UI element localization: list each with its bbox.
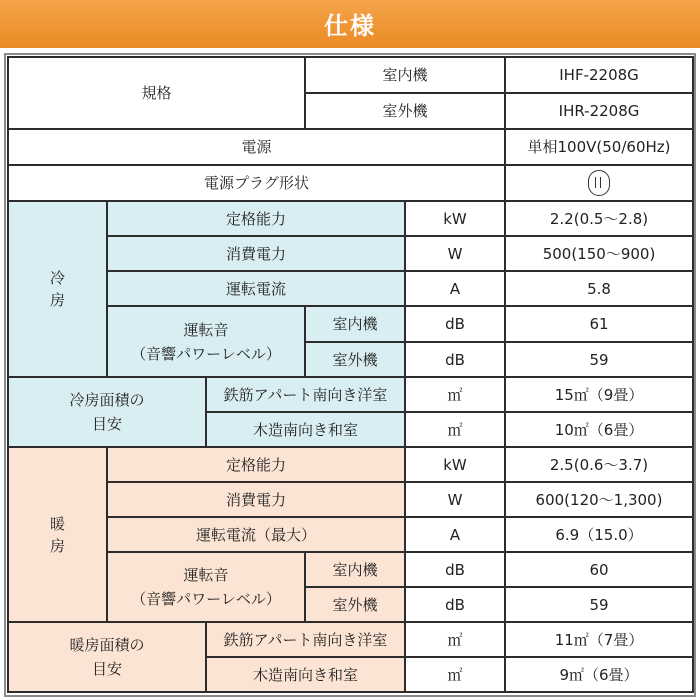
plug-icon	[588, 170, 610, 196]
table-row	[8, 236, 693, 271]
heating-rated-capacity-unit: kW	[405, 447, 505, 482]
cooling-area-rc-label: 鉄筋アパート南向き洋室	[206, 377, 405, 412]
cooling-noise-label: 運転音 （音響パワーレベル）	[107, 306, 305, 377]
heating-area-label: 暖房面積の 目安	[8, 622, 206, 692]
heating-noise-indoor-value: 60	[505, 552, 693, 587]
cooling-area-wood-unit: ㎡	[405, 412, 505, 447]
heating-area-wood-value: 9㎡（6畳）	[505, 657, 693, 692]
cooling-area-label: 冷房面積の 目安	[8, 377, 206, 447]
table-row	[8, 129, 693, 165]
heating-power-consumption-unit: W	[405, 482, 505, 517]
cooling-current-label: 運転電流	[107, 271, 405, 306]
cooling-rated-capacity-value: 2.2(0.5〜2.8)	[505, 201, 693, 236]
heating-section-label: 暖 房	[8, 447, 107, 622]
heating-rated-capacity-label: 定格能力	[107, 447, 405, 482]
table-row	[8, 552, 693, 587]
plug-label: 電源プラグ形状	[8, 165, 505, 201]
table-row	[8, 165, 693, 201]
cooling-power-consumption-unit: W	[405, 236, 505, 271]
table-row	[8, 482, 693, 517]
cooling-current-unit: A	[405, 271, 505, 306]
table-row	[8, 306, 693, 342]
heating-rated-capacity-value: 2.5(0.6〜3.7)	[505, 447, 693, 482]
outdoor-model: IHR-2208G	[505, 93, 693, 129]
outdoor-unit-label: 室外機	[305, 93, 505, 129]
table-row	[8, 447, 693, 482]
header-bar	[0, 0, 700, 51]
plug-shape-cell	[505, 165, 693, 201]
cooling-noise-indoor-unit: dB	[405, 306, 505, 342]
cooling-rated-capacity-label: 定格能力	[107, 201, 405, 236]
cooling-rated-capacity-unit: kW	[405, 201, 505, 236]
cooling-area-rc-value: 15㎡（9畳）	[505, 377, 693, 412]
heating-noise-indoor-unit: dB	[405, 552, 505, 587]
heating-power-consumption-label: 消費電力	[107, 482, 405, 517]
heating-power-consumption-value: 600(120〜1,300)	[505, 482, 693, 517]
heating-area-rc-unit: ㎡	[405, 622, 505, 657]
heating-area-rc-label: 鉄筋アパート南向き洋室	[206, 622, 405, 657]
table-row	[8, 201, 693, 236]
table-row	[8, 517, 693, 552]
heating-current-label: 運転電流（最大）	[107, 517, 405, 552]
power-label: 電源	[8, 129, 505, 165]
cooling-noise-outdoor-label: 室外機	[305, 342, 405, 377]
page-title: 仕様	[324, 12, 376, 40]
table-row	[8, 377, 693, 412]
cooling-noise-indoor-value: 61	[505, 306, 693, 342]
heating-noise-indoor-label: 室内機	[305, 552, 405, 587]
heating-current-value: 6.9（15.0）	[505, 517, 693, 552]
cooling-area-rc-unit: ㎡	[405, 377, 505, 412]
cooling-power-consumption-value: 500(150〜900)	[505, 236, 693, 271]
cooling-section-label: 冷 房	[8, 201, 107, 377]
cooling-current-value: 5.8	[505, 271, 693, 306]
table-row	[8, 622, 693, 657]
indoor-model: IHF-2208G	[505, 57, 693, 93]
cooling-area-wood-label: 木造南向き和室	[206, 412, 405, 447]
kikaku-label: 規格	[8, 57, 305, 129]
table-row	[8, 271, 693, 306]
cooling-noise-indoor-label: 室内機	[305, 306, 405, 342]
heating-area-rc-value: 11㎡（7畳）	[505, 622, 693, 657]
heating-area-wood-label: 木造南向き和室	[206, 657, 405, 692]
indoor-unit-label: 室内機	[305, 57, 505, 93]
cooling-noise-outdoor-value: 59	[505, 342, 693, 377]
power-value: 単相100V(50/60Hz)	[505, 129, 693, 165]
heating-noise-outdoor-value: 59	[505, 587, 693, 622]
cooling-power-consumption-label: 消費電力	[107, 236, 405, 271]
heating-current-unit: A	[405, 517, 505, 552]
heating-noise-label: 運転音 （音響パワーレベル）	[107, 552, 305, 622]
spec-table	[7, 56, 694, 693]
heating-noise-outdoor-unit: dB	[405, 587, 505, 622]
heating-noise-outdoor-label: 室外機	[305, 587, 405, 622]
cooling-area-wood-value: 10㎡（6畳）	[505, 412, 693, 447]
table-row	[8, 57, 693, 93]
heating-area-wood-unit: ㎡	[405, 657, 505, 692]
cooling-noise-outdoor-unit: dB	[405, 342, 505, 377]
